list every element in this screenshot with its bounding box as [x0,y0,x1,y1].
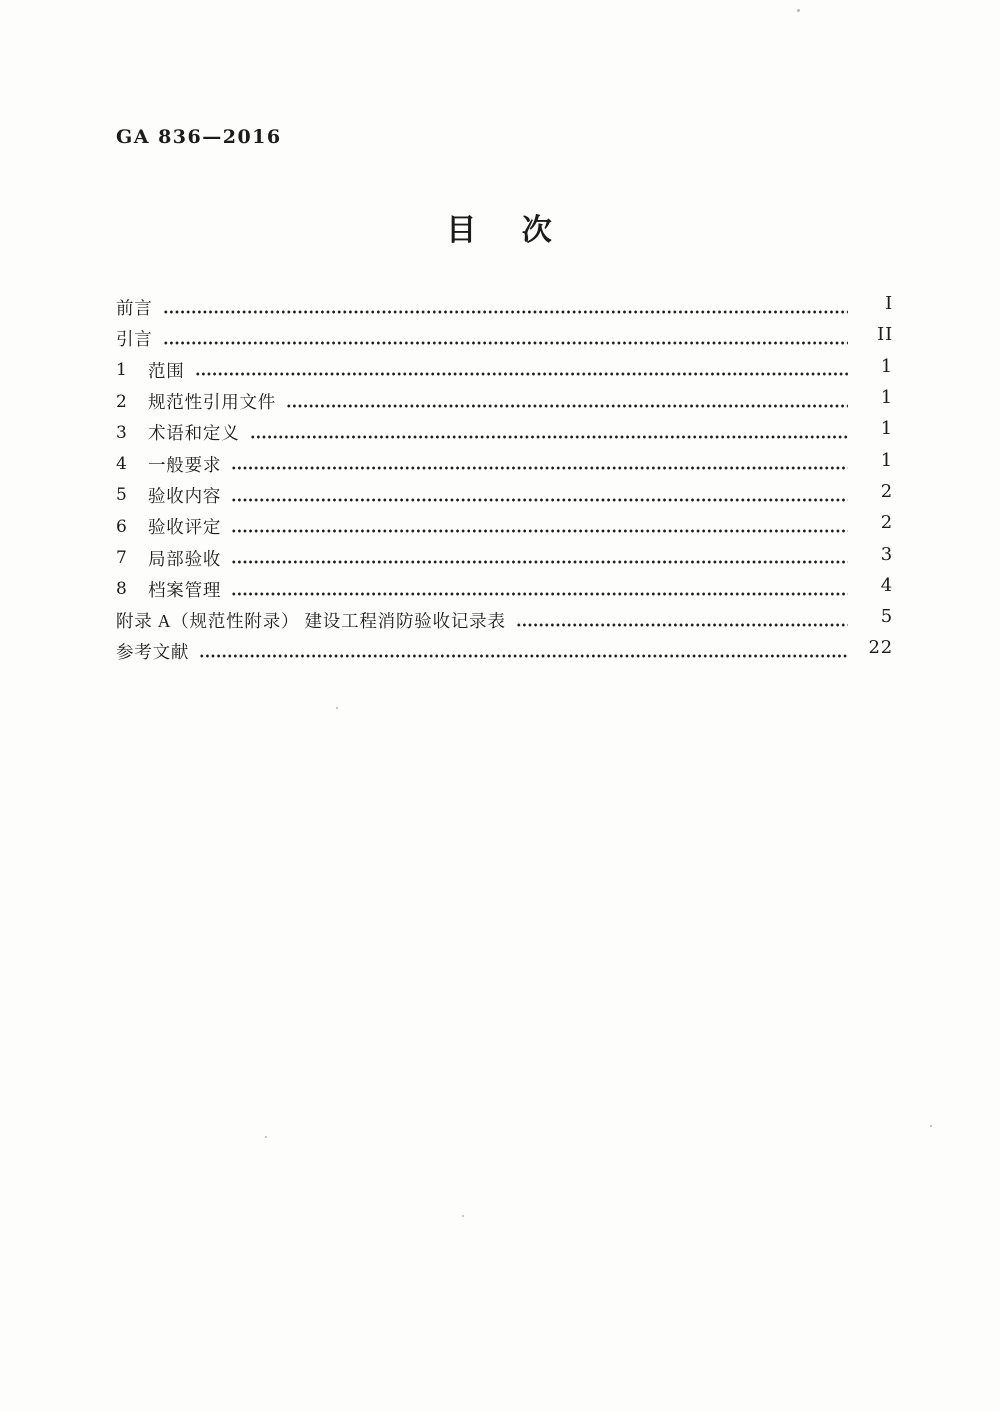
toc-entry-label: 前言 [116,298,153,319]
toc-entry-label: 参考文献 [116,642,190,663]
toc-entry-label: 一般要求 [148,454,222,475]
toc-entry [116,605,893,636]
toc-entry [116,511,893,542]
toc-entry-label: 验收内容 [148,485,222,506]
toc-entry-number: 2 [116,391,128,412]
toc-entry [116,355,893,386]
scan-speck [930,1125,932,1127]
toc-entry-label: 局部验收 [148,548,222,569]
dot-leader [231,542,848,573]
toc-entry-page: II [877,324,893,346]
toc-entry-page: 3 [880,543,893,565]
toc-entry-page: 1 [880,387,893,409]
dot-leader [250,417,849,448]
dot-leader [163,292,848,323]
dot-leader [231,448,848,479]
toc-entry [116,448,893,479]
toc-entry [116,323,893,354]
scan-speck [797,9,800,12]
toc-entry [116,636,893,667]
toc-entry-label: 档案管理 [148,579,222,600]
standard-number: GA 836—2016 [116,126,282,148]
toc-entry-number: 4 [116,454,128,475]
toc-entry-label: 引言 [116,329,153,350]
dot-leader [199,636,848,667]
toc-entry-page: 2 [880,512,893,534]
scan-speck [462,1215,464,1217]
toc-entry-page: 2 [880,480,893,502]
scan-speck [265,1136,267,1138]
toc-entry-page: 1 [880,355,893,377]
toc-entry-label: 术语和定义 [148,423,240,444]
table-of-contents [116,292,893,668]
toc-entry-page: 4 [880,574,893,596]
toc-title: 目 次 [446,214,554,247]
toc-entry [116,417,893,448]
toc-entry-number: 1 [116,360,128,381]
toc-entry-page: 1 [880,418,893,440]
toc-entry [116,480,893,511]
toc-entry [116,574,893,605]
toc-entry-label: 范围 [148,360,185,381]
dot-leader [231,574,848,605]
toc-entry [116,386,893,417]
toc-entry-page: I [885,293,893,315]
dot-leader [163,323,848,354]
toc-entry-page: 5 [880,606,893,628]
dot-leader [231,480,848,511]
dot-leader [195,355,848,386]
toc-entry [116,292,893,323]
dot-leader [231,511,848,542]
toc-entry-number: 5 [116,485,128,506]
toc-entry [116,542,893,573]
toc-entry-number: 8 [116,579,128,600]
toc-entry-label: 规范性引用文件 [148,392,277,413]
toc-entry-label: 验收评定 [148,517,222,538]
toc-entry-page: 1 [880,449,893,471]
toc-entry-label: 附录 A（规范性附录） 建设工程消防验收记录表 [116,611,506,632]
toc-entry-page: 22 [868,637,893,659]
toc-entry-number: 6 [116,516,128,537]
dot-leader [516,605,848,636]
dot-leader [286,386,848,417]
toc-entry-number: 7 [116,548,128,569]
scan-speck [336,707,338,709]
toc-entry-number: 3 [116,422,128,443]
